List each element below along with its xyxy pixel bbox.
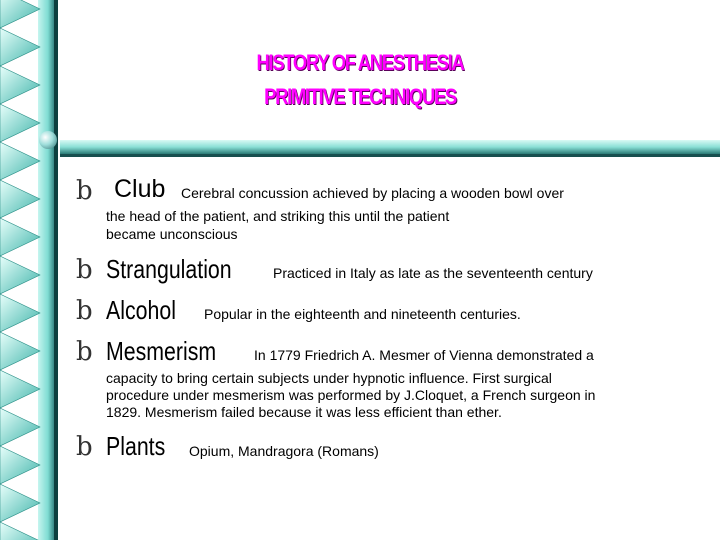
desc-mesmerism-line-3: 1829. Mesmerism failed because it was less efficient than ether. — [106, 404, 502, 420]
term-club: Club — [114, 175, 166, 203]
bullet-icon: b — [76, 432, 93, 462]
bullet-icon: b — [76, 176, 93, 206]
horizontal-divider-bar — [60, 138, 720, 160]
divider-knob — [39, 131, 57, 149]
title-line-1: HISTORY OF ANESTHESIA — [256, 50, 464, 75]
desc-alcohol: Popular in the eighteenth and nineteenth centuries. — [204, 306, 521, 322]
term-alcohol: Alcohol — [106, 295, 176, 325]
desc-club-line-2: became unconscious — [106, 226, 238, 242]
desc-club-line-1: the head of the patient, and striking this until the patient — [106, 208, 450, 224]
desc-strangulation: Practiced in Italy as late as the seventeenth century — [273, 265, 593, 281]
bullet-icon: b — [76, 255, 93, 285]
term-mesmerism: Mesmerism — [106, 336, 217, 366]
desc-mesmerism-line-1: capacity to bring certain subjects under hypnotic influence. First surgical — [106, 370, 552, 386]
bullet-icon: b — [76, 296, 93, 326]
term-plants: Plants — [106, 431, 166, 461]
term-strangulation: Strangulation — [106, 254, 232, 284]
desc-mesmerism-line-2: procedure under mesmerism was performed by J.Cloquet, a French surgeon in — [106, 387, 596, 403]
desc-plants: Opium, Mandragora (Romans) — [189, 443, 379, 459]
desc-mesmerism-inline: In 1779 Friedrich A. Mesmer of Vienna demonstrated a — [254, 347, 594, 363]
left-border-decoration — [0, 0, 60, 540]
bullet-icon: b — [76, 337, 93, 367]
desc-club-inline: Cerebral concussion achieved by placing a wooden bowl over — [181, 185, 564, 201]
title-line-2: PRIMITIVE TECHNIQUES — [264, 84, 456, 109]
